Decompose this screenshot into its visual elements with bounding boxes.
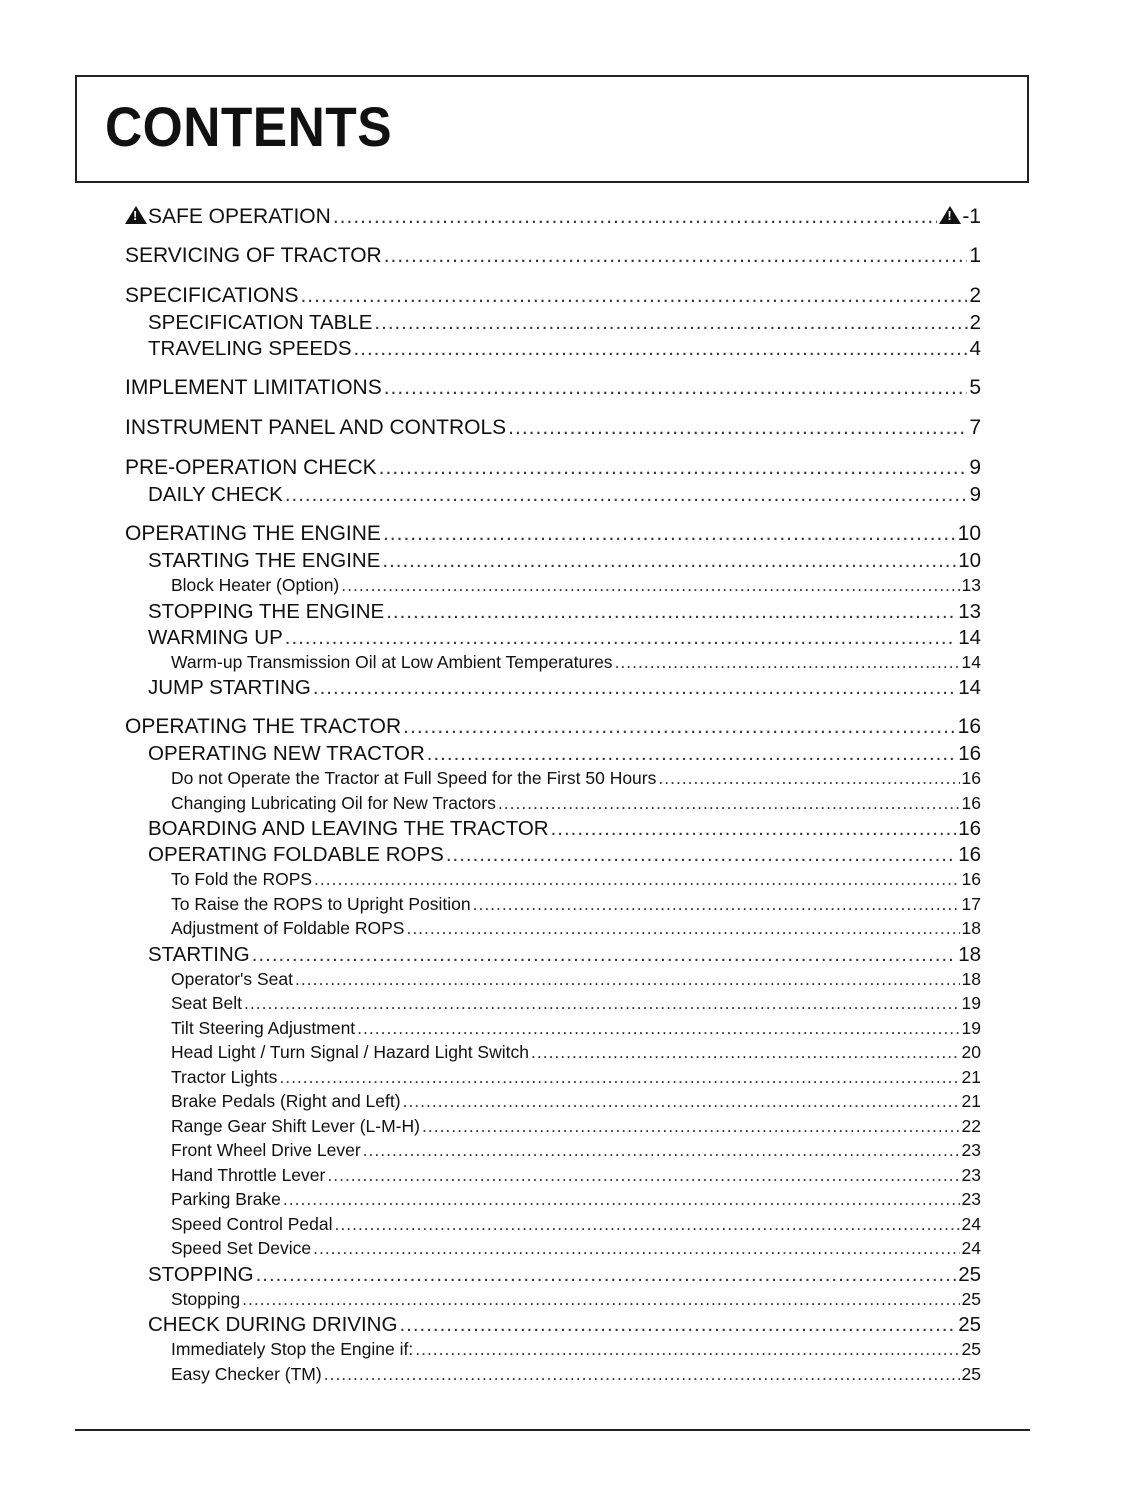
toc-entry-page: 2 — [969, 311, 981, 334]
toc-entry-page: 18 — [958, 942, 981, 966]
toc-entry-label: Speed Set Device — [171, 1238, 312, 1258]
toc-entry-page: 18 — [961, 918, 981, 938]
toc-entry-front-wheel-drive[interactable] — [125, 1140, 981, 1165]
toc-entry-page: 5 — [969, 376, 981, 399]
toc-entry-stopping-sub[interactable] — [125, 1289, 981, 1314]
toc-entry-label: JUMP STARTING — [148, 676, 311, 699]
toc-entry-label: OPERATING THE TRACTOR — [125, 715, 402, 738]
toc-entry-page: -1 — [962, 205, 981, 228]
toc-entry-operating-tractor[interactable] — [125, 715, 981, 742]
toc-entry-label: INSTRUMENT PANEL AND CONTROLS — [125, 416, 507, 439]
toc-entry-tilt-steering[interactable] — [125, 1018, 981, 1043]
toc-entry-page: 16 — [957, 715, 981, 738]
toc-entry-page: 7 — [969, 416, 981, 439]
toc-entry-operating-new-tractor[interactable] — [125, 742, 981, 768]
dot-leader — [422, 1116, 960, 1137]
dot-leader — [382, 549, 956, 573]
toc-entry-label: SPECIFICATIONS — [125, 284, 299, 307]
dot-leader — [285, 626, 956, 650]
dot-leader — [313, 676, 956, 700]
toc-entry-page: 25 — [958, 1313, 981, 1336]
toc-entry-label: IMPLEMENT LIMITATIONS — [125, 376, 382, 399]
toc-entry-page: 9 — [969, 483, 981, 506]
toc-entry-label: WARMING UP — [148, 625, 283, 649]
toc-entry-foldable-rops[interactable] — [125, 843, 981, 869]
toc-entry-page: 21 — [961, 1091, 981, 1111]
toc-entry-label: DAILY CHECK — [148, 483, 283, 506]
dot-leader — [508, 416, 967, 440]
table-of-contents — [125, 205, 981, 1388]
toc-entry-label: Do not Operate the Tractor at Full Speed for the First 50 Hours — [171, 768, 657, 788]
toc-entry-page: 23 — [961, 1189, 981, 1209]
toc-entry-label: STOPPING THE ENGINE — [148, 599, 385, 623]
toc-entry-label: To Raise the ROPS to Upright Position — [171, 893, 471, 914]
toc-entry-starting-engine[interactable] — [125, 549, 981, 575]
toc-entry-label: Head Light / Turn Signal / Hazard Light Switch — [171, 1042, 529, 1062]
page-title: CONTENTS — [105, 95, 393, 158]
dot-leader — [354, 337, 968, 361]
warning-triangle-icon — [939, 206, 961, 224]
toc-entry-block-heater[interactable] — [125, 575, 981, 600]
toc-entry-label: PRE-OPERATION CHECK — [125, 456, 377, 479]
toc-entry-page: 4 — [969, 337, 981, 360]
toc-entry-page: 16 — [961, 869, 981, 889]
dot-leader — [285, 483, 968, 507]
toc-entry-page: 19 — [961, 993, 981, 1013]
toc-entry-starting[interactable] — [125, 943, 981, 969]
dot-leader — [427, 742, 956, 766]
toc-entry-label: Warm-up Transmission Oil at Low Ambient Temperatures — [171, 651, 613, 672]
toc-entry-do-not-operate[interactable] — [125, 768, 981, 793]
dot-leader — [498, 793, 960, 814]
dot-leader — [295, 969, 960, 990]
toc-entry-page: 14 — [961, 651, 981, 672]
toc-entry-label: Immediately Stop the Engine if: — [171, 1339, 414, 1359]
dot-leader — [384, 376, 968, 400]
dot-leader — [357, 1018, 959, 1039]
toc-entry-label: Stopping — [171, 1288, 241, 1309]
dot-leader — [252, 943, 956, 967]
toc-entry-page: 22 — [961, 1115, 981, 1136]
toc-entry-label: Adjustment of Foldable ROPS — [171, 918, 405, 938]
toc-entry-immediately-stop[interactable] — [125, 1339, 981, 1364]
toc-entry-page: 14 — [958, 676, 981, 699]
dot-leader — [333, 205, 938, 229]
toc-entry-raise-rops[interactable] — [125, 894, 981, 919]
toc-entry-page: 10 — [957, 522, 981, 545]
toc-entry-traveling-speeds[interactable] — [125, 337, 981, 363]
toc-entry-page: 24 — [961, 1238, 981, 1258]
contents-header-box — [75, 75, 1029, 183]
dot-leader — [415, 1339, 959, 1360]
dot-leader — [446, 843, 956, 867]
dot-leader — [551, 817, 957, 841]
dot-leader — [244, 993, 960, 1014]
toc-entry-page: 25 — [961, 1339, 981, 1359]
toc-entry-fold-rops[interactable] — [125, 869, 981, 894]
toc-entry-page: 14 — [958, 625, 981, 649]
toc-entry-warming-up[interactable] — [125, 626, 981, 652]
toc-entry-page: 9 — [969, 456, 981, 479]
toc-entry-page: 21 — [961, 1066, 981, 1087]
toc-entry-parking-brake[interactable] — [125, 1189, 981, 1214]
toc-entry-page: 23 — [961, 1164, 981, 1185]
dot-leader — [386, 600, 956, 624]
toc-entry-page: 13 — [961, 575, 981, 595]
dot-leader — [300, 284, 967, 308]
toc-entry-label: SPECIFICATION TABLE — [148, 311, 373, 334]
toc-entry-label: OPERATING FOLDABLE ROPS — [148, 843, 444, 866]
toc-entry-page: 19 — [961, 1017, 981, 1038]
toc-entry-page: 16 — [958, 742, 981, 765]
toc-entry-specification-table[interactable] — [125, 311, 981, 337]
footer-divider — [75, 1429, 1030, 1431]
dot-leader — [399, 1313, 956, 1337]
dot-leader — [531, 1042, 960, 1063]
dot-leader — [283, 1189, 960, 1210]
toc-entry-label: Range Gear Shift Lever (L-M-H) — [171, 1115, 420, 1136]
toc-entry-label: SAFE OPERATION — [148, 205, 331, 228]
dot-leader — [313, 1238, 959, 1259]
toc-entry-page: 25 — [961, 1363, 981, 1384]
toc-entry-label: To Fold the ROPS — [171, 869, 313, 889]
dot-leader — [379, 456, 968, 480]
toc-entry-label: Parking Brake — [171, 1189, 281, 1209]
toc-entry-label: STARTING THE ENGINE — [148, 549, 381, 572]
toc-entry-check-during-driving[interactable] — [125, 1313, 981, 1339]
dot-leader — [256, 1263, 957, 1287]
toc-entry-label: Block Heater (Option) — [171, 575, 340, 595]
toc-entry-page: 16 — [961, 768, 981, 788]
dot-leader — [384, 244, 968, 268]
toc-entry-specifications[interactable] — [125, 284, 981, 311]
dot-leader — [341, 575, 959, 596]
dot-leader — [327, 1165, 959, 1186]
warning-triangle-icon — [125, 206, 147, 224]
toc-entry-label: STOPPING — [148, 1262, 254, 1286]
toc-entry-label: STARTING — [148, 942, 250, 966]
toc-entry-label: Front Wheel Drive Lever — [171, 1140, 361, 1160]
toc-entry-label: Tractor Lights — [171, 1066, 278, 1087]
toc-entry-page: 23 — [961, 1140, 981, 1160]
toc-entry-page: 25 — [958, 1262, 981, 1286]
toc-entry-label: OPERATING NEW TRACTOR — [148, 742, 425, 765]
toc-entry-seat-belt[interactable] — [125, 993, 981, 1018]
dot-leader — [383, 522, 956, 546]
toc-entry-warmup-oil[interactable] — [125, 652, 981, 677]
toc-entry-label: TRAVELING SPEEDS — [148, 337, 352, 360]
toc-entry-label: Seat Belt — [171, 993, 243, 1013]
toc-entry-page: 1 — [969, 244, 981, 267]
dot-leader — [403, 715, 955, 739]
toc-entry-head-light[interactable] — [125, 1042, 981, 1067]
toc-entry-page: 20 — [961, 1042, 981, 1062]
dot-leader — [374, 311, 967, 335]
toc-entry-brake-pedals[interactable] — [125, 1091, 981, 1116]
toc-entry-page: 2 — [969, 284, 981, 307]
toc-entry-jump-starting[interactable] — [125, 676, 981, 702]
toc-entry-implement-limitations[interactable] — [125, 376, 981, 403]
toc-entry-label: Hand Throttle Lever — [171, 1164, 326, 1185]
dot-leader — [658, 768, 959, 789]
toc-entry-speed-set-device[interactable] — [125, 1238, 981, 1263]
toc-entry-page: 16 — [958, 817, 981, 840]
toc-entry-label: Brake Pedals (Right and Left) — [171, 1091, 401, 1111]
toc-entry-label: BOARDING AND LEAVING THE TRACTOR — [148, 817, 549, 840]
toc-entry-adjust-rops[interactable] — [125, 918, 981, 943]
dot-leader — [314, 869, 959, 890]
toc-entry-page: 16 — [961, 792, 981, 813]
toc-entry-stopping-engine[interactable] — [125, 600, 981, 626]
toc-entry-page: 18 — [961, 968, 981, 989]
toc-entry-page: 25 — [961, 1288, 981, 1309]
toc-entry-safe-operation[interactable] — [125, 205, 981, 232]
dot-leader — [406, 918, 959, 939]
toc-entry-tractor-lights[interactable] — [125, 1067, 981, 1092]
toc-entry-page: 16 — [958, 843, 981, 866]
toc-entry-label: Speed Control Pedal — [171, 1213, 333, 1234]
toc-entry-page: 17 — [961, 893, 981, 914]
dot-leader — [473, 894, 960, 915]
toc-entry-speed-control-pedal[interactable] — [125, 1214, 981, 1239]
toc-entry-label: Operator's Seat — [171, 968, 294, 989]
toc-entry-page: 10 — [958, 549, 981, 572]
toc-entry-boarding[interactable] — [125, 817, 981, 843]
toc-entry-changing-oil[interactable] — [125, 793, 981, 818]
toc-entry-range-gear[interactable] — [125, 1116, 981, 1141]
dot-leader — [403, 1091, 960, 1112]
toc-entry-hand-throttle[interactable] — [125, 1165, 981, 1190]
toc-entry-pre-operation-check[interactable] — [125, 456, 981, 483]
toc-entry-label: Changing Lubricating Oil for New Tractors — [171, 792, 496, 813]
toc-entry-instrument-panel[interactable] — [125, 416, 981, 443]
toc-entry-servicing[interactable] — [125, 244, 981, 271]
dot-leader — [335, 1214, 960, 1235]
toc-entry-daily-check[interactable] — [125, 483, 981, 509]
toc-entry-label: CHECK DURING DRIVING — [148, 1313, 398, 1336]
dot-leader — [279, 1067, 959, 1088]
dot-leader — [615, 652, 960, 673]
toc-entry-page: 13 — [958, 599, 981, 623]
toc-entry-label: Easy Checker (TM) — [171, 1363, 322, 1384]
dot-leader — [242, 1289, 959, 1310]
dot-leader — [324, 1364, 960, 1385]
toc-entry-operators-seat[interactable] — [125, 969, 981, 994]
toc-entry-easy-checker[interactable] — [125, 1364, 981, 1389]
toc-entry-label: Tilt Steering Adjustment — [171, 1017, 356, 1038]
toc-entry-operating-engine[interactable] — [125, 522, 981, 549]
toc-entry-label: OPERATING THE ENGINE — [125, 522, 381, 545]
toc-entry-page: 24 — [961, 1213, 981, 1234]
toc-entry-stopping-section[interactable] — [125, 1263, 981, 1289]
dot-leader — [363, 1140, 960, 1161]
toc-entry-label: SERVICING OF TRACTOR — [125, 244, 382, 267]
